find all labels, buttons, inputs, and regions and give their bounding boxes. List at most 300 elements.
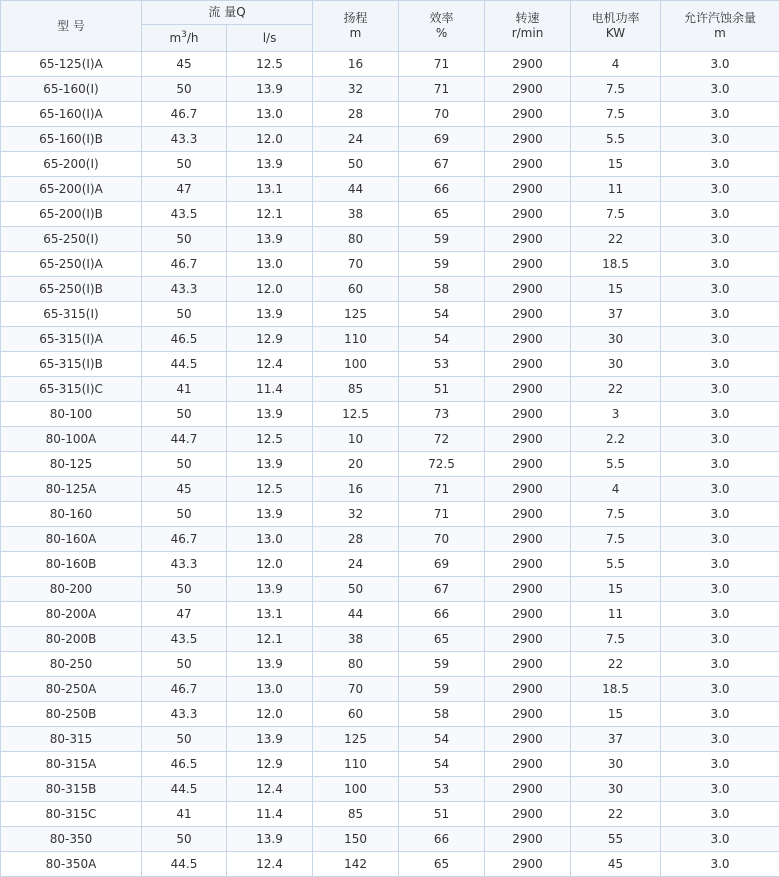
cell-speed: 2900	[485, 602, 571, 627]
cell-efficiency: 54	[399, 327, 485, 352]
cell-model: 65-315(I)C	[1, 377, 142, 402]
cell-model: 65-200(I)A	[1, 177, 142, 202]
cell-npsh: 3.0	[661, 527, 779, 552]
cell-power: 22	[571, 377, 661, 402]
table-row	[1, 677, 779, 702]
cell-head: 80	[313, 227, 399, 252]
cell-model: 80-315A	[1, 752, 142, 777]
cell-npsh: 3.0	[661, 327, 779, 352]
cell-speed: 2900	[485, 552, 571, 577]
cell-model: 80-350	[1, 827, 142, 852]
table-row	[1, 752, 779, 777]
cell-flow-m3h: 43.3	[142, 552, 227, 577]
cell-head: 60	[313, 277, 399, 302]
cell-npsh: 3.0	[661, 802, 779, 827]
header-efficiency	[399, 1, 485, 52]
cell-head: 24	[313, 127, 399, 152]
cell-efficiency: 65	[399, 852, 485, 877]
cell-efficiency: 51	[399, 802, 485, 827]
cell-head: 44	[313, 602, 399, 627]
header-efficiency-unit: %	[399, 26, 484, 41]
cell-efficiency: 69	[399, 552, 485, 577]
cell-npsh: 3.0	[661, 652, 779, 677]
cell-npsh: 3.0	[661, 352, 779, 377]
cell-efficiency: 66	[399, 177, 485, 202]
table-row	[1, 852, 779, 877]
cell-flow-m3h: 50	[142, 652, 227, 677]
cell-npsh: 3.0	[661, 277, 779, 302]
cell-flow-m3h: 43.5	[142, 627, 227, 652]
cell-flow-ls: 12.4	[227, 352, 313, 377]
cell-speed: 2900	[485, 152, 571, 177]
table-row	[1, 202, 779, 227]
cell-flow-m3h: 46.7	[142, 677, 227, 702]
cell-npsh: 3.0	[661, 552, 779, 577]
cell-power: 4	[571, 477, 661, 502]
cell-flow-m3h: 44.5	[142, 352, 227, 377]
cell-head: 125	[313, 727, 399, 752]
cell-efficiency: 53	[399, 352, 485, 377]
cell-head: 100	[313, 352, 399, 377]
cell-flow-m3h: 46.7	[142, 102, 227, 127]
cell-speed: 2900	[485, 77, 571, 102]
cell-head: 12.5	[313, 402, 399, 427]
cell-speed: 2900	[485, 102, 571, 127]
table-row	[1, 252, 779, 277]
cell-power: 3	[571, 402, 661, 427]
cell-head: 85	[313, 802, 399, 827]
cell-efficiency: 53	[399, 777, 485, 802]
cell-flow-ls: 12.0	[227, 552, 313, 577]
cell-model: 65-315(I)	[1, 302, 142, 327]
cell-flow-ls: 13.9	[227, 77, 313, 102]
cell-flow-ls: 13.1	[227, 602, 313, 627]
table-row	[1, 277, 779, 302]
cell-flow-m3h: 50	[142, 77, 227, 102]
cell-efficiency: 59	[399, 252, 485, 277]
cell-flow-m3h: 43.3	[142, 127, 227, 152]
cell-model: 80-315	[1, 727, 142, 752]
cell-npsh: 3.0	[661, 502, 779, 527]
header-npsh-unit: m	[661, 26, 779, 41]
cell-power: 7.5	[571, 527, 661, 552]
cell-head: 50	[313, 152, 399, 177]
cell-npsh: 3.0	[661, 852, 779, 877]
cell-power: 7.5	[571, 502, 661, 527]
header-model	[1, 1, 142, 52]
cell-head: 110	[313, 752, 399, 777]
cell-model: 65-160(I)	[1, 77, 142, 102]
table-row	[1, 177, 779, 202]
cell-npsh: 3.0	[661, 377, 779, 402]
cell-flow-ls: 11.4	[227, 802, 313, 827]
cell-flow-ls: 12.4	[227, 852, 313, 877]
cell-npsh: 3.0	[661, 627, 779, 652]
cell-flow-ls: 13.9	[227, 302, 313, 327]
cell-head: 85	[313, 377, 399, 402]
cell-flow-m3h: 50	[142, 827, 227, 852]
header-flow-label: 流 量Q	[208, 5, 245, 19]
cell-flow-ls: 13.0	[227, 252, 313, 277]
cell-flow-ls: 12.0	[227, 702, 313, 727]
cell-model: 80-350A	[1, 852, 142, 877]
header-npsh-label: 允许汽蚀余量	[661, 11, 779, 26]
cell-flow-ls: 13.0	[227, 102, 313, 127]
cell-speed: 2900	[485, 827, 571, 852]
table-row	[1, 402, 779, 427]
table-header	[1, 1, 779, 52]
cell-power: 7.5	[571, 102, 661, 127]
cell-efficiency: 73	[399, 402, 485, 427]
table-row	[1, 77, 779, 102]
cell-model: 80-250	[1, 652, 142, 677]
cell-power: 15	[571, 577, 661, 602]
cell-flow-ls: 13.0	[227, 677, 313, 702]
cell-power: 11	[571, 177, 661, 202]
cell-speed: 2900	[485, 352, 571, 377]
cell-speed: 2900	[485, 302, 571, 327]
cell-speed: 2900	[485, 452, 571, 477]
header-speed	[485, 1, 571, 52]
cell-efficiency: 71	[399, 52, 485, 77]
cell-flow-m3h: 44.7	[142, 427, 227, 452]
cell-npsh: 3.0	[661, 677, 779, 702]
cell-model: 80-200A	[1, 602, 142, 627]
cell-model: 65-250(I)B	[1, 277, 142, 302]
cell-power: 18.5	[571, 252, 661, 277]
cell-flow-ls: 13.1	[227, 177, 313, 202]
table-row	[1, 427, 779, 452]
cell-head: 125	[313, 302, 399, 327]
header-head-label: 扬程	[313, 11, 398, 26]
cell-head: 38	[313, 627, 399, 652]
cell-speed: 2900	[485, 702, 571, 727]
cell-head: 100	[313, 777, 399, 802]
cell-speed: 2900	[485, 377, 571, 402]
cell-model: 80-200	[1, 577, 142, 602]
cell-model: 65-315(I)A	[1, 327, 142, 352]
cell-flow-ls: 13.9	[227, 827, 313, 852]
cell-flow-ls: 12.5	[227, 52, 313, 77]
cell-head: 16	[313, 52, 399, 77]
table-row	[1, 52, 779, 77]
cell-head: 24	[313, 552, 399, 577]
cell-flow-ls: 12.5	[227, 427, 313, 452]
cell-power: 15	[571, 152, 661, 177]
table-row	[1, 452, 779, 477]
header-flow-m3h	[142, 25, 227, 52]
cell-model: 80-160A	[1, 527, 142, 552]
cell-flow-m3h: 50	[142, 727, 227, 752]
table-row	[1, 502, 779, 527]
cell-head: 10	[313, 427, 399, 452]
cell-model: 80-160B	[1, 552, 142, 577]
table-row	[1, 552, 779, 577]
table-row	[1, 802, 779, 827]
table-row	[1, 652, 779, 677]
cell-speed: 2900	[485, 227, 571, 252]
table-row	[1, 127, 779, 152]
cell-npsh: 3.0	[661, 102, 779, 127]
header-flow	[142, 1, 313, 25]
table-row	[1, 227, 779, 252]
cell-model: 65-160(I)B	[1, 127, 142, 152]
cell-head: 70	[313, 252, 399, 277]
cell-flow-ls: 12.0	[227, 127, 313, 152]
cell-head: 44	[313, 177, 399, 202]
table-row	[1, 102, 779, 127]
cell-npsh: 3.0	[661, 52, 779, 77]
cell-model: 80-100	[1, 402, 142, 427]
cell-npsh: 3.0	[661, 477, 779, 502]
cell-model: 65-250(I)A	[1, 252, 142, 277]
cell-head: 80	[313, 652, 399, 677]
cell-head: 32	[313, 77, 399, 102]
cell-efficiency: 67	[399, 577, 485, 602]
table-row	[1, 527, 779, 552]
cell-npsh: 3.0	[661, 727, 779, 752]
cell-efficiency: 70	[399, 527, 485, 552]
table-row	[1, 627, 779, 652]
cell-efficiency: 54	[399, 302, 485, 327]
cell-power: 5.5	[571, 452, 661, 477]
cell-flow-ls: 11.4	[227, 377, 313, 402]
cell-power: 30	[571, 777, 661, 802]
table-row	[1, 827, 779, 852]
cell-power: 5.5	[571, 552, 661, 577]
cell-npsh: 3.0	[661, 777, 779, 802]
cell-head: 60	[313, 702, 399, 727]
cell-speed: 2900	[485, 852, 571, 877]
cell-flow-ls: 13.9	[227, 577, 313, 602]
table-row	[1, 377, 779, 402]
cell-speed: 2900	[485, 177, 571, 202]
cell-efficiency: 72	[399, 427, 485, 452]
cell-speed: 2900	[485, 802, 571, 827]
cell-speed: 2900	[485, 52, 571, 77]
cell-model: 65-315(I)B	[1, 352, 142, 377]
cell-efficiency: 71	[399, 502, 485, 527]
cell-model: 65-160(I)A	[1, 102, 142, 127]
cell-efficiency: 65	[399, 627, 485, 652]
cell-flow-m3h: 50	[142, 452, 227, 477]
cell-flow-m3h: 47	[142, 602, 227, 627]
cell-npsh: 3.0	[661, 402, 779, 427]
cell-model: 80-200B	[1, 627, 142, 652]
cell-speed: 2900	[485, 277, 571, 302]
cell-flow-ls: 13.9	[227, 152, 313, 177]
cell-npsh: 3.0	[661, 152, 779, 177]
header-speed-unit: r/min	[485, 26, 570, 41]
cell-speed: 2900	[485, 752, 571, 777]
cell-npsh: 3.0	[661, 177, 779, 202]
header-power-unit: KW	[571, 26, 660, 41]
cell-power: 45	[571, 852, 661, 877]
table-row	[1, 602, 779, 627]
cell-power: 7.5	[571, 627, 661, 652]
cell-flow-ls: 13.9	[227, 227, 313, 252]
cell-head: 20	[313, 452, 399, 477]
cell-npsh: 3.0	[661, 752, 779, 777]
cell-npsh: 3.0	[661, 302, 779, 327]
cell-flow-ls: 12.9	[227, 327, 313, 352]
cell-power: 30	[571, 352, 661, 377]
cell-power: 30	[571, 752, 661, 777]
cell-npsh: 3.0	[661, 452, 779, 477]
cell-head: 70	[313, 677, 399, 702]
cell-flow-ls: 13.9	[227, 727, 313, 752]
cell-efficiency: 59	[399, 227, 485, 252]
cell-model: 80-315B	[1, 777, 142, 802]
cell-efficiency: 66	[399, 827, 485, 852]
cell-efficiency: 72.5	[399, 452, 485, 477]
cell-flow-m3h: 46.5	[142, 752, 227, 777]
flow-unit-base: m	[169, 31, 181, 45]
cell-speed: 2900	[485, 402, 571, 427]
cell-efficiency: 71	[399, 77, 485, 102]
cell-model: 80-250A	[1, 677, 142, 702]
table-row	[1, 777, 779, 802]
cell-power: 7.5	[571, 77, 661, 102]
cell-flow-ls: 12.4	[227, 777, 313, 802]
cell-speed: 2900	[485, 127, 571, 152]
cell-flow-ls: 12.5	[227, 477, 313, 502]
cell-flow-ls: 12.1	[227, 627, 313, 652]
cell-flow-ls: 13.9	[227, 402, 313, 427]
cell-efficiency: 54	[399, 752, 485, 777]
table-row	[1, 577, 779, 602]
cell-power: 37	[571, 727, 661, 752]
cell-efficiency: 51	[399, 377, 485, 402]
cell-efficiency: 67	[399, 152, 485, 177]
cell-speed: 2900	[485, 727, 571, 752]
cell-model: 65-250(I)	[1, 227, 142, 252]
cell-npsh: 3.0	[661, 577, 779, 602]
table-row	[1, 352, 779, 377]
cell-head: 28	[313, 102, 399, 127]
cell-power: 2.2	[571, 427, 661, 452]
cell-npsh: 3.0	[661, 202, 779, 227]
cell-speed: 2900	[485, 327, 571, 352]
cell-flow-m3h: 50	[142, 227, 227, 252]
table-row	[1, 327, 779, 352]
cell-head: 142	[313, 852, 399, 877]
table-row	[1, 477, 779, 502]
cell-npsh: 3.0	[661, 702, 779, 727]
cell-flow-ls: 12.1	[227, 202, 313, 227]
cell-model: 65-200(I)B	[1, 202, 142, 227]
cell-power: 55	[571, 827, 661, 852]
cell-npsh: 3.0	[661, 77, 779, 102]
cell-power: 4	[571, 52, 661, 77]
cell-power: 18.5	[571, 677, 661, 702]
cell-efficiency: 58	[399, 277, 485, 302]
cell-efficiency: 69	[399, 127, 485, 152]
cell-flow-m3h: 50	[142, 152, 227, 177]
flow-unit-rest: /h	[187, 31, 199, 45]
cell-flow-m3h: 50	[142, 402, 227, 427]
cell-npsh: 3.0	[661, 827, 779, 852]
flow-unit-ls: l/s	[263, 31, 277, 45]
cell-flow-ls: 13.9	[227, 502, 313, 527]
cell-npsh: 3.0	[661, 252, 779, 277]
cell-npsh: 3.0	[661, 602, 779, 627]
cell-speed: 2900	[485, 577, 571, 602]
cell-speed: 2900	[485, 652, 571, 677]
cell-speed: 2900	[485, 677, 571, 702]
header-flow-ls	[227, 25, 313, 52]
cell-efficiency: 71	[399, 477, 485, 502]
cell-flow-m3h: 46.5	[142, 327, 227, 352]
cell-speed: 2900	[485, 427, 571, 452]
header-head	[313, 1, 399, 52]
cell-efficiency: 70	[399, 102, 485, 127]
cell-model: 80-160	[1, 502, 142, 527]
flow-unit-exponent: 3	[181, 30, 187, 40]
table-row	[1, 702, 779, 727]
cell-speed: 2900	[485, 202, 571, 227]
cell-power: 5.5	[571, 127, 661, 152]
cell-head: 16	[313, 477, 399, 502]
cell-flow-m3h: 43.3	[142, 277, 227, 302]
cell-flow-m3h: 45	[142, 477, 227, 502]
header-power-label: 电机功率	[571, 11, 660, 26]
cell-flow-ls: 13.0	[227, 527, 313, 552]
cell-speed: 2900	[485, 627, 571, 652]
cell-model: 65-125(I)A	[1, 52, 142, 77]
header-power	[571, 1, 661, 52]
cell-model: 80-125A	[1, 477, 142, 502]
cell-flow-m3h: 43.3	[142, 702, 227, 727]
header-head-unit: m	[313, 26, 398, 41]
cell-power: 30	[571, 327, 661, 352]
cell-head: 150	[313, 827, 399, 852]
cell-flow-m3h: 43.5	[142, 202, 227, 227]
cell-npsh: 3.0	[661, 427, 779, 452]
table-row	[1, 302, 779, 327]
cell-power: 15	[571, 702, 661, 727]
cell-model: 80-250B	[1, 702, 142, 727]
header-efficiency-label: 效率	[399, 11, 484, 26]
cell-head: 32	[313, 502, 399, 527]
cell-power: 7.5	[571, 202, 661, 227]
cell-speed: 2900	[485, 502, 571, 527]
cell-head: 38	[313, 202, 399, 227]
cell-flow-ls: 13.9	[227, 652, 313, 677]
cell-power: 22	[571, 652, 661, 677]
cell-flow-m3h: 45	[142, 52, 227, 77]
cell-flow-m3h: 46.7	[142, 252, 227, 277]
cell-head: 28	[313, 527, 399, 552]
cell-efficiency: 54	[399, 727, 485, 752]
cell-power: 22	[571, 227, 661, 252]
cell-flow-m3h: 46.7	[142, 527, 227, 552]
cell-flow-m3h: 41	[142, 377, 227, 402]
cell-power: 37	[571, 302, 661, 327]
header-speed-label: 转速	[485, 11, 570, 26]
cell-model: 80-315C	[1, 802, 142, 827]
cell-npsh: 3.0	[661, 227, 779, 252]
cell-power: 15	[571, 277, 661, 302]
cell-flow-m3h: 47	[142, 177, 227, 202]
cell-power: 11	[571, 602, 661, 627]
cell-power: 22	[571, 802, 661, 827]
cell-speed: 2900	[485, 252, 571, 277]
cell-efficiency: 58	[399, 702, 485, 727]
table-body	[1, 52, 779, 877]
cell-efficiency: 66	[399, 602, 485, 627]
cell-flow-ls: 12.9	[227, 752, 313, 777]
